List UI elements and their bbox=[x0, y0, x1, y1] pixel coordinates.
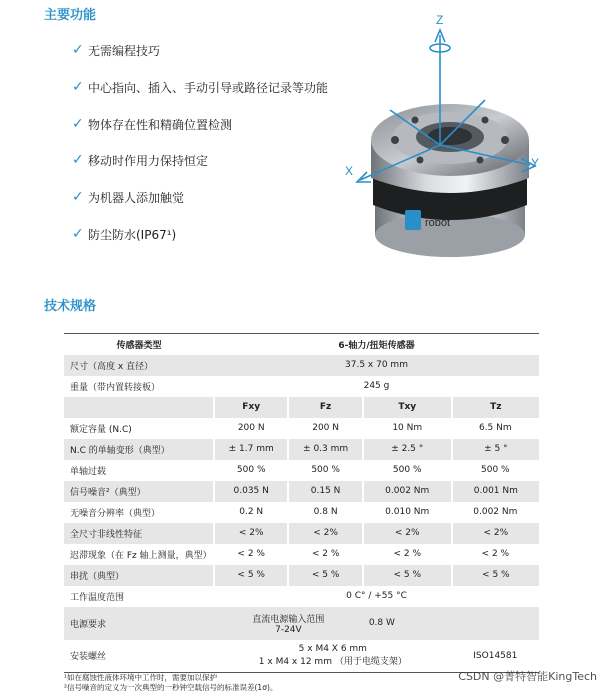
feature-item bbox=[72, 187, 184, 207]
table-cell: 0.002 Nm bbox=[452, 502, 539, 523]
table-row bbox=[64, 439, 539, 460]
table-cell: 0.002 Nm bbox=[363, 481, 452, 502]
axis-z-label: Z bbox=[436, 13, 444, 27]
table-cell: < 2% bbox=[288, 523, 362, 544]
table-cell: 500 % bbox=[288, 460, 362, 481]
features-title: 主要功能 bbox=[44, 8, 97, 23]
table-cell: 0.035 N bbox=[214, 481, 288, 502]
table-column-header: Txy bbox=[363, 397, 452, 418]
feature-item bbox=[72, 77, 328, 97]
table-row bbox=[64, 523, 539, 544]
check-icon: ✓ bbox=[72, 189, 84, 205]
table-cell: 重量（带内置转接板） bbox=[64, 376, 214, 397]
table-cell: 0.8 W bbox=[363, 607, 539, 640]
table-cell: ± 5 ° bbox=[452, 439, 539, 460]
table-cell: 串扰（典型） bbox=[64, 565, 214, 586]
table-row bbox=[64, 334, 539, 355]
table-cell: 37.5 x 70 mm bbox=[214, 355, 539, 376]
table-cell: 0.2 N bbox=[214, 502, 288, 523]
table-row bbox=[64, 607, 539, 640]
table-cell: ± 2.5 ° bbox=[363, 439, 452, 460]
check-icon: ✓ bbox=[72, 226, 84, 242]
feature-text: 防尘防水(IP67¹) bbox=[88, 227, 177, 242]
check-icon: ✓ bbox=[72, 116, 84, 132]
feature-item bbox=[72, 40, 160, 60]
table-row bbox=[64, 376, 539, 397]
table-cell: 6.5 Nm bbox=[452, 418, 539, 439]
table-cell: 0.8 N bbox=[288, 502, 362, 523]
screw-line-2: 1 x M4 x 12 mm （用于电缆支架） bbox=[258, 657, 407, 668]
table-cell: ISO14581 bbox=[452, 640, 539, 673]
table-cell bbox=[214, 607, 363, 640]
check-icon: ✓ bbox=[72, 42, 84, 58]
table-cell bbox=[214, 640, 452, 673]
footnote-1: ¹如在腐蚀性液体环境中工作时，需要加以保护 bbox=[64, 673, 218, 682]
table-cell: < 5 % bbox=[288, 565, 362, 586]
table-row bbox=[64, 586, 539, 607]
table-cell: ± 1.7 mm bbox=[214, 439, 288, 460]
footnotes bbox=[64, 673, 277, 693]
feature-text: 中心指向、插入、手动引导或路径记录等功能 bbox=[88, 80, 329, 95]
table-cell: 单轴过载 bbox=[64, 460, 214, 481]
table-cell: 电源要求 bbox=[64, 607, 214, 640]
table-cell: 额定容量 (N.C) bbox=[64, 418, 214, 439]
table-cell: 0 C° / +55 °C bbox=[214, 586, 539, 607]
table-row bbox=[64, 355, 539, 376]
axis-y-label: Y bbox=[531, 156, 540, 170]
axis-x-label: X bbox=[345, 164, 354, 178]
table-cell: < 2 % bbox=[214, 544, 288, 565]
table-cell: 传感器类型 bbox=[64, 334, 214, 355]
feature-text: 物体存在性和精确位置检测 bbox=[88, 117, 233, 132]
table-cell: < 5 % bbox=[214, 565, 288, 586]
table-cell: < 5 % bbox=[452, 565, 539, 586]
table-cell: 安装螺丝 bbox=[64, 640, 214, 673]
table-column-header: Tz bbox=[452, 397, 539, 418]
table-cell: 245 g bbox=[214, 376, 539, 397]
table-row bbox=[64, 481, 539, 502]
table-cell: 0.010 Nm bbox=[363, 502, 452, 523]
table-cell: < 2 % bbox=[363, 544, 452, 565]
specs-title: 技术规格 bbox=[44, 299, 97, 314]
table-cell: < 5 % bbox=[363, 565, 452, 586]
table-cell: 迟滞现象（在 Fz 轴上测量，典型） bbox=[64, 544, 214, 565]
table-cell bbox=[64, 397, 214, 418]
table-cell: 工作温度范围 bbox=[64, 586, 214, 607]
power-input-range: 7-24V bbox=[275, 624, 302, 635]
table-cell: 全尺寸非线性特征 bbox=[64, 523, 214, 544]
specs-table bbox=[64, 333, 539, 673]
sensor-product-image bbox=[335, 10, 585, 280]
table-cell: 0.15 N bbox=[288, 481, 362, 502]
table-row bbox=[64, 565, 539, 586]
feature-item bbox=[72, 114, 232, 134]
table-cell: < 2% bbox=[363, 523, 452, 544]
table-cell: 无噪音分辨率（典型） bbox=[64, 502, 214, 523]
feature-text: 移动时作用力保持恒定 bbox=[88, 153, 209, 168]
watermark: CSDN @菁特智能KingTech bbox=[458, 670, 597, 683]
check-icon: ✓ bbox=[72, 152, 84, 168]
table-cell: 6-轴力/扭矩传感器 bbox=[214, 334, 539, 355]
table-row bbox=[64, 460, 539, 481]
table-cell: 500 % bbox=[214, 460, 288, 481]
table-row bbox=[64, 397, 539, 418]
table-cell: 500 % bbox=[452, 460, 539, 481]
power-input-label: 直流电源输入范围 bbox=[252, 614, 325, 625]
table-column-header: Fz bbox=[288, 397, 362, 418]
footnote-2: ²信号噪音的定义为一次典型的一秒钟空载信号的标准误差(1σ)。 bbox=[64, 683, 278, 692]
table-cell: 200 N bbox=[214, 418, 288, 439]
table-cell: < 2% bbox=[452, 523, 539, 544]
table-cell: 尺寸（高度 x 直径） bbox=[64, 355, 214, 376]
table-cell: < 2% bbox=[214, 523, 288, 544]
table-cell: 10 Nm bbox=[363, 418, 452, 439]
table-cell: 200 N bbox=[288, 418, 362, 439]
feature-item bbox=[72, 224, 176, 244]
feature-item bbox=[72, 150, 208, 170]
screw-line-1: 5 x M4 X 6 mm bbox=[298, 644, 367, 655]
table-column-header: Fxy bbox=[214, 397, 288, 418]
table-cell: N.C 的单轴变形（典型） bbox=[64, 439, 214, 460]
table-cell: 0.001 Nm bbox=[452, 481, 539, 502]
table-cell: < 2 % bbox=[288, 544, 362, 565]
table-row bbox=[64, 502, 539, 523]
brand-text: robot bbox=[425, 217, 451, 229]
check-icon: ✓ bbox=[72, 79, 84, 95]
table-cell: 信号噪音²（典型） bbox=[64, 481, 214, 502]
feature-text: 无需编程技巧 bbox=[88, 43, 161, 58]
feature-text: 为机器人添加触觉 bbox=[88, 190, 185, 205]
table-row bbox=[64, 418, 539, 439]
table-cell: < 2 % bbox=[452, 544, 539, 565]
table-cell: 500 % bbox=[363, 460, 452, 481]
table-cell: ± 0.3 mm bbox=[288, 439, 362, 460]
table-row bbox=[64, 544, 539, 565]
